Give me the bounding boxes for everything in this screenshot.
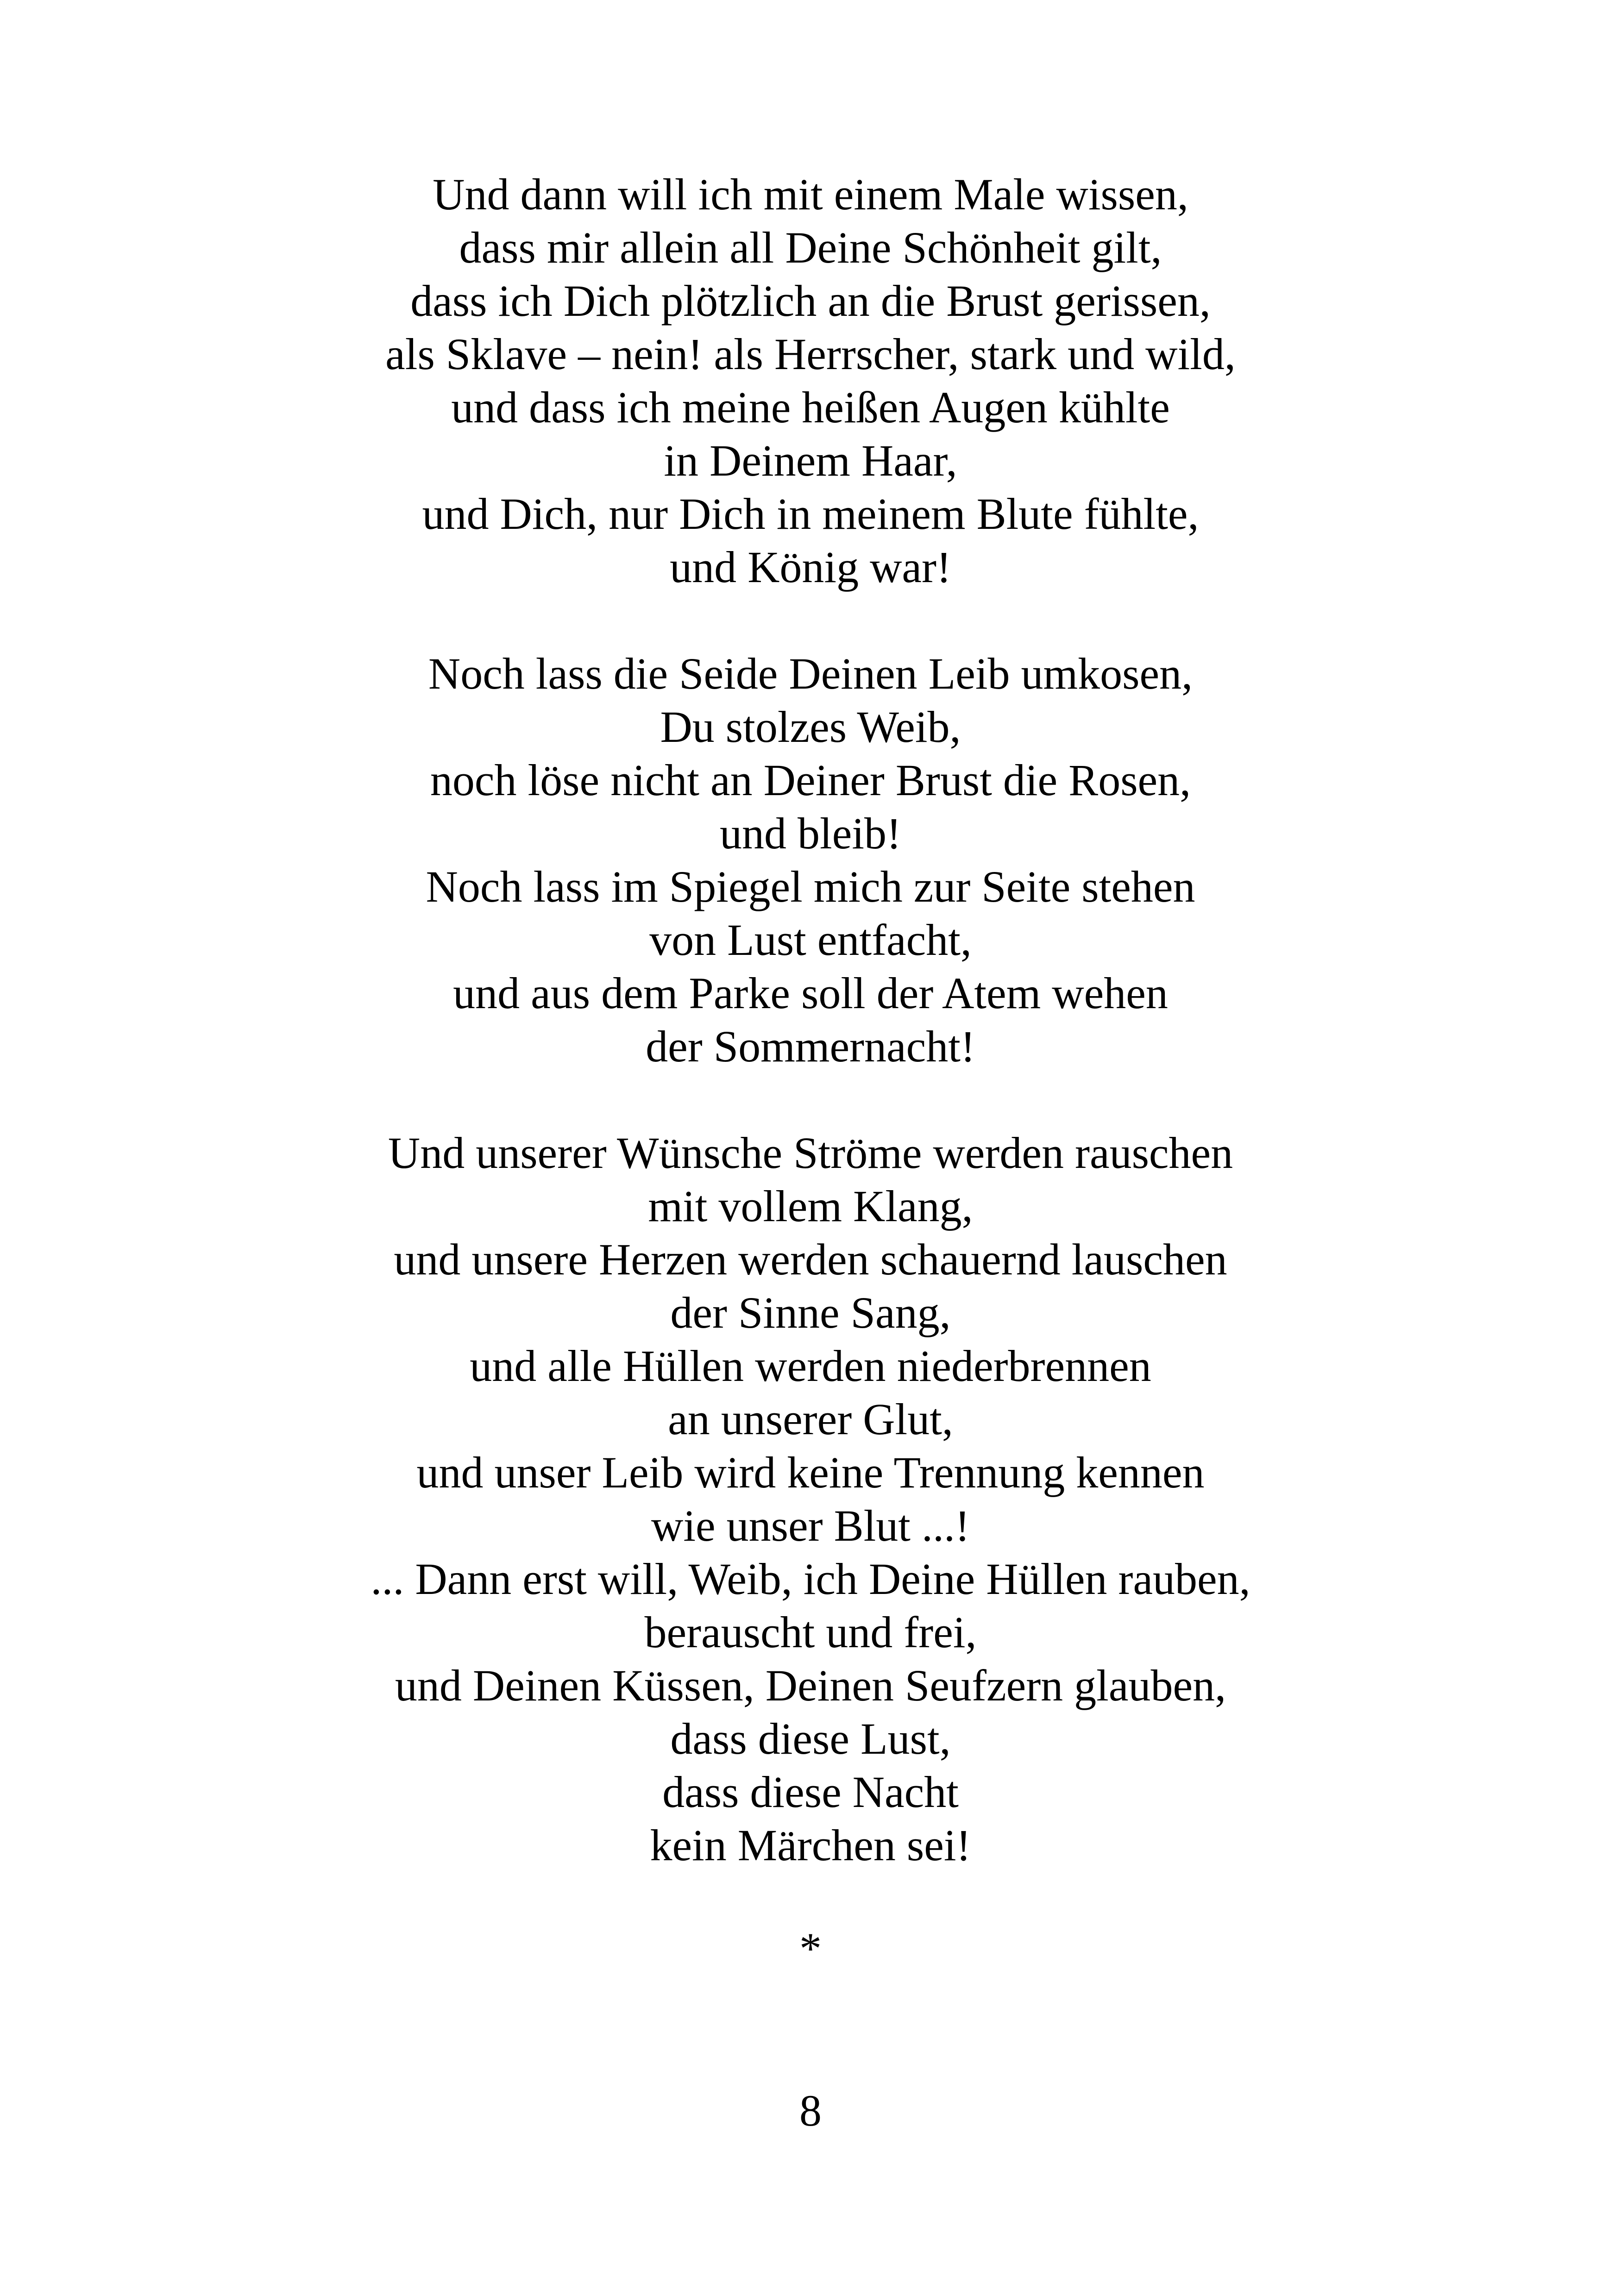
stanza-3 — [0, 1126, 1621, 1872]
poem-line: von Lust entfacht, — [649, 915, 972, 965]
poem-line: Und dann will ich mit einem Male wissen, — [433, 169, 1188, 219]
poem-line: und Dich, nur Dich in meinem Blute fühlte, — [422, 489, 1199, 539]
poem-line: und König war! — [670, 542, 951, 592]
poem-line: dass mir allein all Deine Schönheit gilt, — [459, 223, 1162, 272]
poem-line: und Deinen Küssen, Deinen Seufzern glauben, — [395, 1661, 1226, 1710]
stanza-2 — [0, 647, 1621, 1073]
poem-line: und alle Hüllen werden niederbrennen — [470, 1341, 1151, 1391]
page-number: 8 — [799, 2086, 822, 2135]
poem-line: und unser Leib wird keine Trennung kennen — [416, 1448, 1205, 1497]
poem-line: und dass ich meine heißen Augen kühlte — [451, 383, 1170, 432]
poem-line: als Sklave – nein! als Herrscher, stark und wild, — [385, 329, 1236, 379]
poem-line: Und unserer Wünsche Ströme werden rauschen — [388, 1128, 1233, 1178]
poem-line: mit vollem Klang, — [648, 1181, 973, 1231]
section-separator: * — [799, 1924, 822, 1973]
poem-line: wie unser Blut ...! — [651, 1501, 970, 1550]
poem-line: noch löse nicht an Deiner Brust die Rosen, — [430, 755, 1191, 805]
poem-line: kein Märchen sei! — [650, 1820, 971, 1870]
poem-line: dass diese Nacht — [662, 1767, 959, 1817]
poem-line: Noch lass im Spiegel mich zur Seite stehen — [426, 862, 1195, 911]
poem-line: in Deinem Haar, — [664, 436, 957, 485]
poem-line: dass ich Dich plötzlich an die Brust gerissen, — [410, 276, 1211, 326]
stanza-1 — [0, 168, 1621, 594]
poem-line: berauscht und frei, — [644, 1607, 977, 1657]
poem-line: Du stolzes Weib, — [660, 702, 961, 752]
poem-line: und bleib! — [720, 809, 901, 858]
poem-line: und aus dem Parke soll der Atem wehen — [453, 968, 1168, 1018]
poem-line: an unserer Glut, — [668, 1394, 953, 1444]
poem-line: ... Dann erst will, Weib, ich Deine Hüllen rauben, — [371, 1554, 1250, 1604]
poem-line: dass diese Lust, — [670, 1714, 951, 1763]
poem-line: Noch lass die Seide Deinen Leib umkosen, — [428, 649, 1193, 698]
poem-line: und unsere Herzen werden schauernd lauschen — [394, 1235, 1227, 1284]
poem-line: der Sinne Sang, — [670, 1288, 951, 1337]
poem-line: der Sommernacht! — [646, 1022, 975, 1071]
